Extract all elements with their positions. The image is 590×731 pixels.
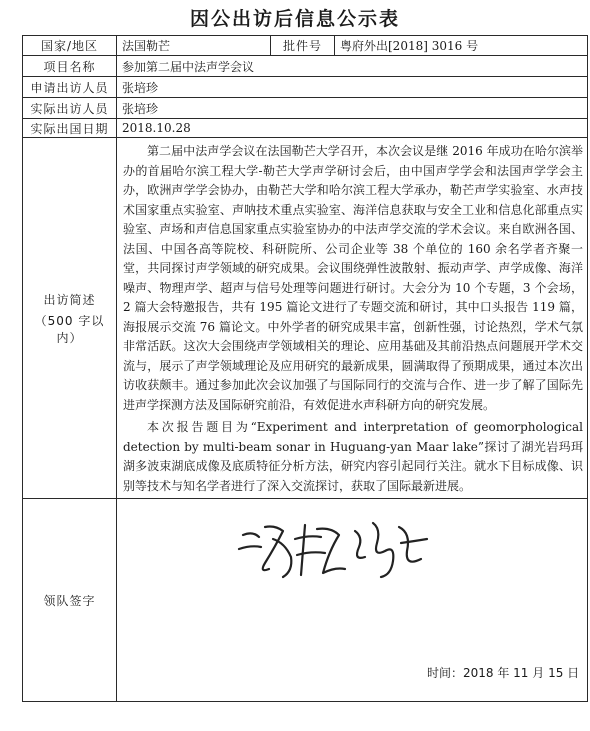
project-name-value: 参加第二届中法声学会议 <box>117 56 588 77</box>
country-label: 国家/地区 <box>23 36 117 56</box>
page-title: 因公出访后信息公示表 <box>189 8 400 30</box>
summary-paragraph-1: 第二届中法声学会议在法国勒芒大学召开，本次会议是继 2016 年成功在哈尔滨举办的首届哈尔滨工程大学-勒芒大学声学研讨会后，由中国声学学会和法国声学学会主办，欧洲声学学会协办，由勒芒大学和哈尔滨工程大学承办，勒芒声学实验室、水声技术国家重点实验室、声呐技术重点实验室、海洋信息获取与安全工业和信息化部重点实验室、声场和声信息国家重点实验室协办的中法声学交流的学术会议。来自欧洲各国、法国、中国各高等院校、科研院所、公司企业等 38 个单位的 160 余名学者齐聚一堂，共同探讨声学领域的研究成果。会议围绕弹性波散射、振动声学、声学成像、海洋噪声、物理声学、超声与信号处理等问题进行研讨。大会分为 10 个专题，3 个会场，2 篇大会特邀报告，共有 195 篇论文进行了专题交流和研讨，其中口头报告 119 篇，海报展示交流 76 篇论文。中外学者的研究成果丰富，创新性强，讨论热烈，学术气氛非常活跃。这次大会围绕声学领域相关的理论、应用基础及其前沿热点问题展开学术交流与，展示了声学领域理论及应用研究的最新成果，圆满取得了预期成果，通过本次出访收获颇丰。通过参加此次会议加强了与国际同行的交流与合作、进一步了解了国际先进声学探测方法及国际研究前沿，有效促进水声科研方向的研究发展。 <box>123 144 583 412</box>
departure-date-value: 2018.10.28 <box>117 119 588 138</box>
country-value: 法国勒芒 <box>117 36 271 56</box>
project-name-label: 项目名称 <box>23 56 117 77</box>
applicant-value: 张培珍 <box>117 77 588 98</box>
summary-paragraph-2: 本次报告题目为“Experiment and interpretation of geomorphological detection by multi-beam sonar in Huguang-yan Maar lake”探讨了湖光岩玛珥湖多波束湖底成像及底质特征分析方法，研究内容引起同行关注。就水下目标成像、识别等技术与知名学者进行了深入交流探讨，获取了国际最新进展。 <box>123 420 583 493</box>
applicant-label: 申请出访人员 <box>23 77 117 98</box>
approval-number-value: 粤府外出[2018] 3016 号 <box>335 36 588 56</box>
signature-cell <box>117 499 588 702</box>
summary-cell <box>117 138 588 499</box>
handwritten-signature <box>235 517 435 587</box>
signature-date: 时间：2018 年 11 月 15 日 <box>427 666 580 680</box>
approval-number-label: 批件号 <box>271 36 335 56</box>
summary-label-cell <box>23 138 117 499</box>
actual-visitor-value: 张培珍 <box>117 98 588 119</box>
departure-date-label: 实际出国日期 <box>23 119 117 138</box>
leader-signature-label: 领队签字 <box>23 499 117 702</box>
disclosure-table <box>22 35 588 702</box>
actual-visitor-label: 实际出访人员 <box>23 98 117 119</box>
summary-label: 出访简述 <box>43 292 96 307</box>
summary-sublabel: （500 字以内） <box>34 313 105 345</box>
